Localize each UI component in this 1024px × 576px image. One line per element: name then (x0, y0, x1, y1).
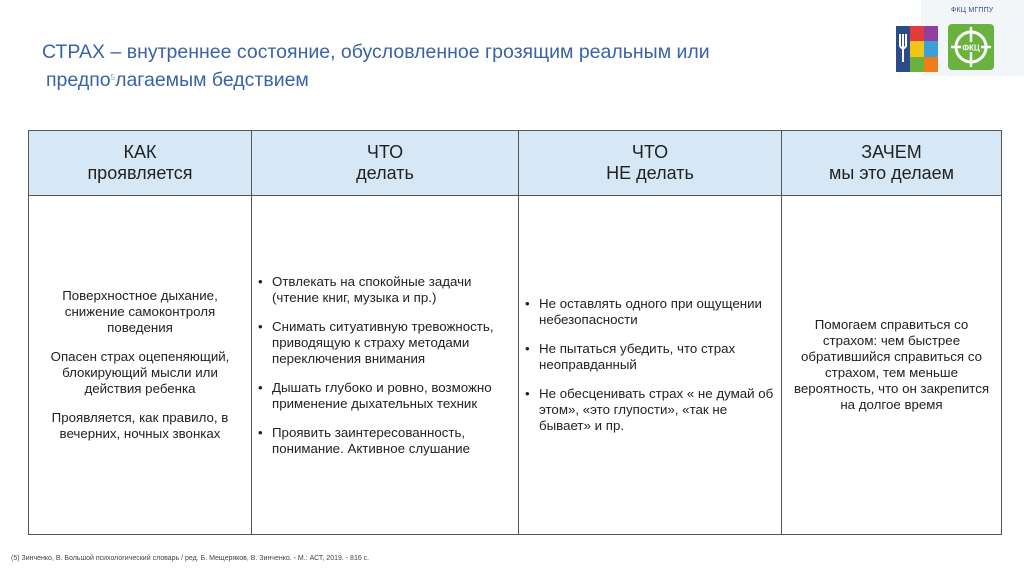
title-line-2-start: предпо (46, 69, 111, 91)
title-line-1: СТРАХ – внутреннее состояние, обусловленное грозящим реальным или (42, 41, 710, 63)
list-item: • Не пытаться убедить, что страх неоправданный (525, 341, 736, 372)
university-logo-icon (896, 26, 938, 72)
bullet-icon: • (525, 296, 530, 311)
list-item: • Не обесценивать страх « не думай об этом», «это глупости», «так не бывает» и пр. (525, 386, 774, 433)
header-why: ЗАЧЕМ мы это делаем (782, 131, 1002, 196)
list-item: • Снимать ситуативную тревожность, приводящую к страху методами переключения внимания (258, 318, 494, 366)
title-line-2 (42, 65, 822, 93)
cell-purpose: Помогаем справиться со страхом: чем быстрее обратившийся справиться со страхом, тем меньше вероятность, что он закрепится на долгое время (782, 196, 1002, 535)
bullet-icon: • (258, 379, 263, 395)
list-item: • Не оставлять одного при ощущении небезопасности (525, 296, 762, 327)
cell-what-not-to-do (519, 196, 782, 535)
list-item: • Отвлекать на спокойные задачи (чтение книг, музыка и пр.) (258, 273, 472, 305)
manifestation-paragraph: Опасен страх оцепеняющий, блокирующий мысли или действия ребенка (50, 349, 230, 396)
slide-title (42, 39, 822, 93)
manifestation-paragraph: Поверхностное дыхание, снижение самоконтроля поведения (62, 288, 218, 335)
bullet-icon: • (258, 424, 263, 440)
header-what-to-do: ЧТО делать (252, 131, 519, 196)
table-header-row (29, 131, 1002, 196)
header-what-not-to-do: ЧТО НЕ делать (519, 131, 782, 196)
fkc-logo-text: ФКЦ (962, 43, 980, 53)
list-item: • Проявить заинтересованность, понимание. Активное слушание (258, 424, 470, 456)
cell-manifestation (29, 196, 252, 535)
bullet-icon: • (525, 386, 530, 401)
manifestation-paragraph: Проявляется, как правило, в вечерних, ночных звонках (51, 410, 229, 441)
footnote-ref: 5 (110, 73, 116, 82)
title-line-2-end: лагаемым бедствием (115, 69, 309, 91)
fkc-logo-icon (948, 24, 994, 70)
bullet-icon: • (258, 318, 263, 334)
footnote: (5) Зинченко, В. Большой психологический словарь / ред. Б. Мещеряков, В. Зинченко. - М.: АСТ, 2019. - 816 с. (11, 555, 370, 562)
info-table (28, 130, 1002, 535)
list-item: • Дышать глубоко и ровно, возможно применение дыхательных техник (258, 379, 492, 411)
table-body-row (29, 196, 1002, 535)
cell-what-to-do (252, 196, 519, 535)
logo-caption: ФКЦ МГППУ (951, 7, 994, 14)
bullet-icon: • (258, 273, 263, 289)
header-how: КАК проявляется (29, 131, 252, 196)
bullet-icon: • (525, 341, 530, 356)
